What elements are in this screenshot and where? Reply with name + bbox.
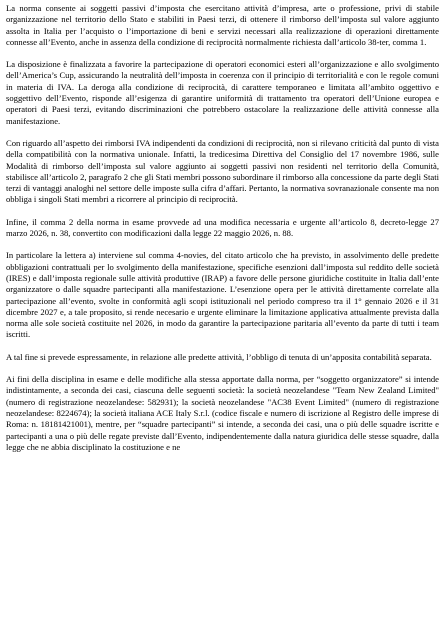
paragraph-definitions: Ai fini della disciplina in esame e delle modifiche alla stessa apportate dalla norma, per “soggetto organizzatore” si intende indistintamente, a seconda dei casi, ciascuna delle seguenti società: la società neozelandese "Team New Zealand Limited" (numero di registrazione neozelandese: 582931); la società neozelandese "AC38 Event Limited" (numero di registrazione neozelandese: 8224674); la società italiana ACE Italy S.r.l. (codice fiscale e numero di iscrizione al Registro delle imprese di Roma: n. 18181421001), mentre, per “squadre partecipanti” si intende, a seconda dei casi, una o più delle squadre iscritte e partecipanti a una o più delle regate previste dall’Evento, indipendentemente dalla natura giuridica delle stesse squadre, dalla legge che ne abbia disciplinato la costituzione e ne: [6, 374, 439, 452]
paragraph-lettera-a: In particolare la lettera a) interviene sul comma 4-novies, del citato articolo che ha previsto, in assolvimento delle predette obbligazioni contrattuali per lo svolgimento della manifestazione, specifiche esenzioni dall’imposta sul reddito delle società (IRES) e dall’imposta regionale sulle attività produttive (IRAP) a favore delle persone giuridiche costituite in Italia dall’ente organizzatore o dalle squadre partecipanti alla manifestazione. L’esenzione opera per le attività direttamente correlate alla partecipazione all’evento, svolte in conformità agli scopi istituzionali nel periodo compreso tra il 1° gennaio 2026 e il 31 dicembre 2027 e, a tale proposito, si rende necesario e urgente eliminare la limitazione applicativa attualmente prevista dalla norma alle sole società costituite nel 2026, in modo da garantire la partecipazione paritaria all’evento da parte di tutti i team iscritti.: [6, 250, 439, 340]
paragraph-eu-compatibility: Con riguardo all’aspetto dei rimborsi IVA indipendenti da condizioni di reciprocità, non si rilevano criticità dal punto di vista della compatibilità con la normativa unionale. Infatti, la tredicesima Direttiva del Consiglio del 17 novembre 1986, sulle Modalità di rimborso dell’imposta sul valore aggiunto ai soggetti passivi non residenti nel territorio della Comunità, stabilisce all’articolo 2, paragrafo 2 che gli Stati membri possono subordinare il rimborso alla concessione da parte degli Stati terzi di vantaggi analoghi nel settore delle imposte sulla cifra d’affari. Pertanto, la normativa sovranazionale consente ma non obbliga i singoli Stati membri a ricorrere al principio di reciprocità.: [6, 137, 439, 205]
paragraph-separate-accounting: A tal fine si prevede espressamente, in relazione alle predette attività, l’obbligo di tenuta di un’apposita contabilità separata.: [6, 351, 432, 362]
paragraph-purpose: La disposizione è finalizzata a favorire la partecipazione di operatori economici esteri all’organizzazione e allo svolgimento dell’America’s Cup, assicurando la neutralità dell’imposta in coerenza con il principio di territorialità e con le regole comuni in materia di IVA. La deroga alla condizione di reciprocità, di carattere temporaneo e limitata all’ambito oggettivo e soggettivo dell’Evento, risponde all’esigenza di garantire uniformità di trattamento tra operatori dell’Unione europea e operatori di Paesi terzi, evitando discriminazioni che potrebbero ostacolare la realizzazione delle attività connesse alla manifestazione.: [6, 59, 439, 126]
paragraph-comma-2: Infine, il comma 2 della norma in esame provvede ad una modifica necessaria e urgente all’articolo 8, decreto-legge 27 marzo 2026, n. 38, convertito con modificazioni dalla legge 22 maggio 2026, n. 88.: [6, 216, 439, 239]
paragraph-vat-refund-rule: La norma consente ai soggetti passivi d’imposta che esercitano attività d’impresa, arte o professione, privi di stabile organizzazione nel territorio dello Stato e stabiliti in Paesi terzi, di ottenere il rimborso dell’imposta sul valore aggiunto assolta in Italia per l’acquisto o l’importazione di beni e servizi necessari alla realizzazione di operazioni direttamente connesse all’Evento, anche in assenza della condizione di reciprocità normalmente richiesta dall’articolo 38-ter, comma 1.: [6, 3, 439, 47]
